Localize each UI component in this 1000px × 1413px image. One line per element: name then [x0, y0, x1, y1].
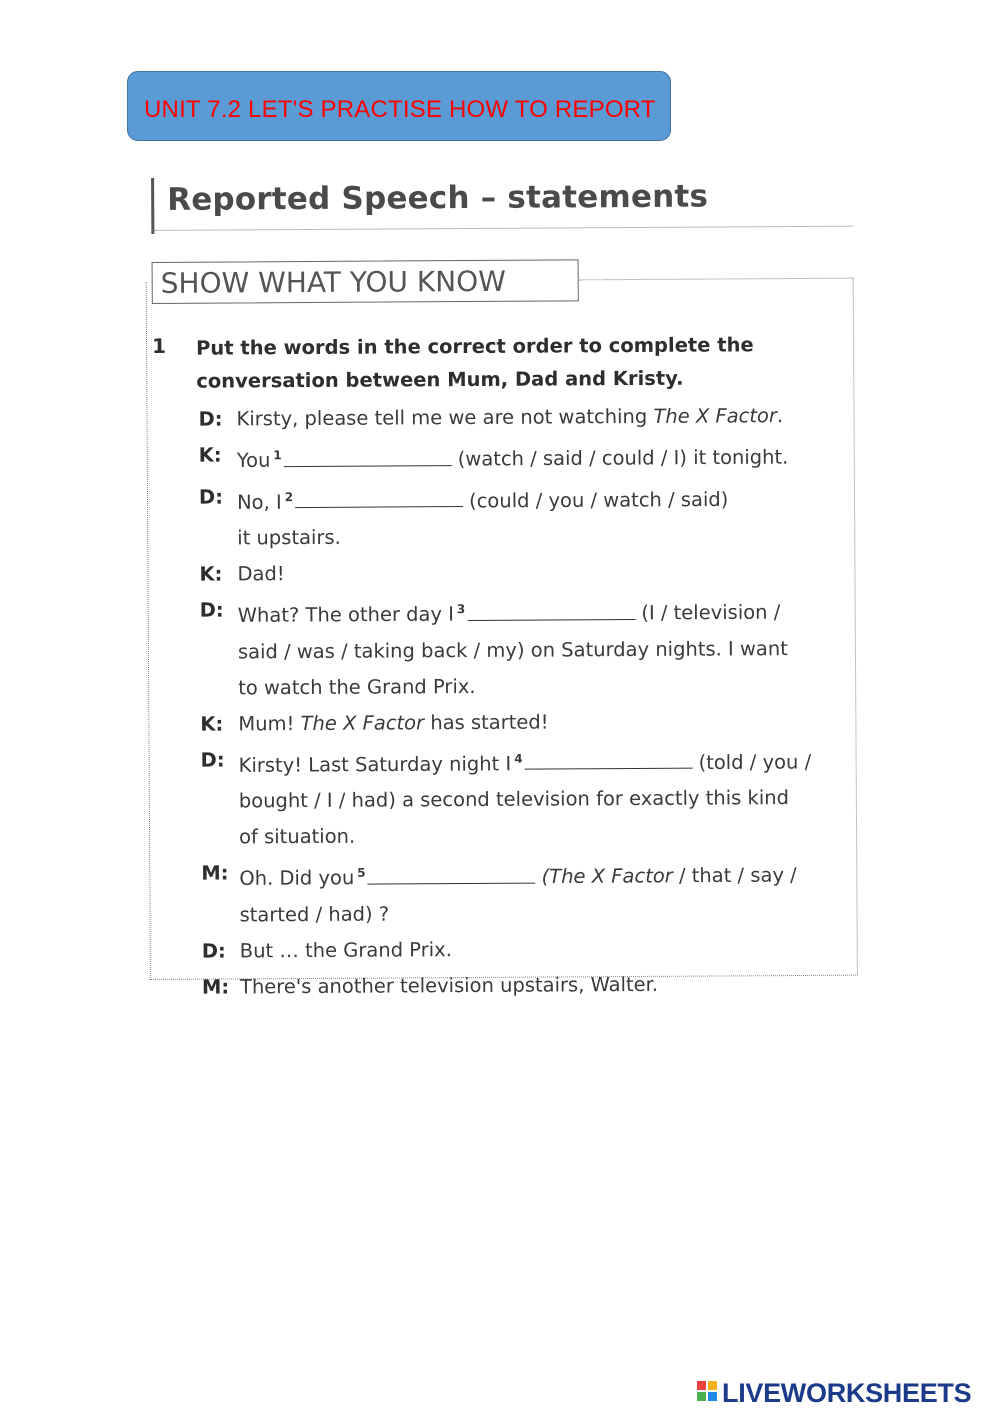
line-text: / that / say / [672, 863, 797, 888]
speaker: K: [200, 712, 224, 736]
speaker: M: [201, 861, 229, 885]
dialog-line [202, 929, 842, 969]
title-rule [151, 226, 853, 231]
exercise-number: 1 [152, 333, 167, 358]
line-text: (told / you / [698, 749, 812, 774]
line-continuation: of situation. [239, 824, 356, 849]
line-text: Mum! [238, 711, 301, 735]
line-continuation: to watch the Grand Prix. [238, 674, 476, 699]
line-text: (could / you / watch / said) [468, 487, 729, 513]
liveworksheets-logo-text: LIVEWORKSHEETS [722, 1378, 972, 1408]
answer-blank-2[interactable] [295, 486, 463, 508]
speaker: D: [199, 598, 224, 622]
line-italic: The X Factor [300, 710, 425, 735]
line-text: What? The other day I [237, 602, 455, 627]
section-title: Reported Speech – statements [167, 178, 709, 218]
answer-blank-1[interactable] [284, 445, 452, 467]
gap-number: 4 [514, 751, 523, 766]
dialog-line [199, 553, 839, 593]
show-what-you-know-label: SHOW WHAT YOU KNOW [160, 264, 507, 300]
dialog-line [201, 852, 841, 933]
line-text: Kirsty! Last Saturday night I [238, 751, 512, 777]
speaker: K: [199, 562, 223, 586]
worksheet-scan [143, 166, 862, 999]
dialog-line [200, 738, 841, 855]
line-italic: The X Factor [653, 404, 778, 428]
line-italic: (The X Factor [541, 864, 673, 889]
gap-number: 3 [456, 602, 466, 617]
show-what-you-know-tab [152, 259, 579, 304]
speaker: K: [198, 443, 222, 467]
dialog-line [200, 589, 841, 706]
line-text: But … the Grand Prix. [239, 937, 452, 962]
gap-number: 5 [357, 865, 366, 880]
speaker: D: [198, 407, 223, 431]
dialog-line [198, 398, 838, 438]
line-continuation: said / was / taking back / my) on Saturday nights. I want [237, 636, 788, 663]
dialog-line [202, 965, 842, 1005]
unit-banner [127, 71, 671, 141]
speaker: M: [201, 974, 230, 999]
speaker: D: [201, 939, 226, 963]
line-text: (I / television / [641, 600, 781, 625]
line-continuation: it upstairs. [237, 525, 341, 550]
answer-blank-4[interactable] [524, 748, 692, 770]
line-text: There's another television upstairs, Walter. [239, 972, 659, 998]
dialog-line [199, 475, 839, 556]
title-bar [151, 178, 154, 234]
answer-blank-5[interactable] [368, 862, 536, 884]
answer-blank-3[interactable] [467, 599, 635, 621]
dialog-line [199, 434, 839, 479]
line-text: Dad! [237, 562, 285, 586]
line-text: Kirsty, please tell me we are not watching [236, 404, 654, 431]
line-end: . [776, 404, 784, 428]
line-continuation: bought / I / had) a second television for exactly this kind [238, 786, 790, 813]
speaker: D: [198, 485, 224, 509]
line-text: (watch / said / could / I) it tonight. [457, 445, 789, 471]
line-text: Oh. Did you [239, 866, 355, 890]
line-text: You [236, 448, 271, 472]
gap-number: 1 [273, 448, 282, 463]
line-continuation: started / had) ? [239, 902, 390, 926]
liveworksheets-logo-icon [697, 1381, 719, 1405]
dialog [198, 398, 842, 1005]
line-text: No, I [236, 490, 282, 514]
liveworksheets-logo [697, 1378, 997, 1408]
dialog-line [200, 702, 840, 742]
gap-number: 2 [284, 489, 294, 504]
exercise-instruction: Put the words in the correct order to complete the conversation between Mum, Dad and Kristy. [196, 333, 754, 393]
line-text: has started! [424, 710, 549, 734]
unit-banner-text: UNIT 7.2 LET'S PRACTISE HOW TO REPORT [144, 96, 656, 123]
speaker: D: [200, 748, 225, 772]
